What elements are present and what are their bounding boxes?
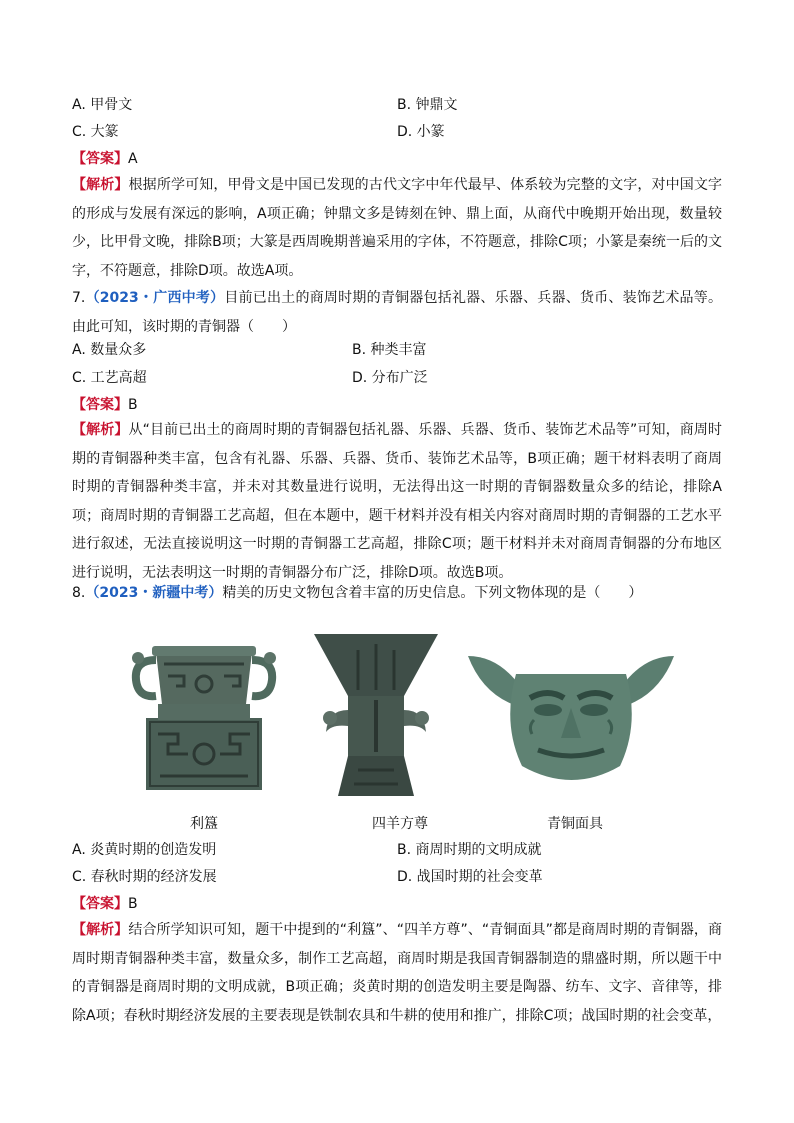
caption-mask: 青铜面具 (547, 816, 603, 832)
answer-value: B (128, 397, 138, 413)
answer-tag: 【答案】 (72, 896, 128, 912)
analysis-text: 结合所学知识可知，题干中提到的“利簋”、“四羊方尊”、“青铜面具”都是商周时期的青铜器，商周时期青铜器种类丰富，数量众多，制作工艺高超，商周时期是我国青铜器制造的鼎盛时期，所以题干中的青铜器是商周时期的文明成就，B项正确；炎黄时期的创造发明主要是陶器、纺车、文字、音律等，排除A项；春秋时期经济发展的主要表现是铁制农具和牛耕的使用和推广，排除C项；战国时期的社会变革， (72, 922, 723, 1024)
bronze-mask-image (464, 650, 678, 788)
caption-ligui: 利簋 (190, 816, 218, 832)
question-text: 目前已出土的商周时期的青铜器包括礼器、乐器、兵器、货币、装饰艺术品等。由此可知，该时期的青铜器（ ） (72, 290, 723, 335)
q6-option-a: A. 甲骨文 (72, 97, 133, 113)
q6-option-c: C. 大篆 (72, 124, 119, 140)
q6-analysis (72, 171, 722, 285)
q6-option-d: D. 小篆 (397, 124, 445, 140)
q8-analysis (72, 916, 722, 1030)
analysis-tag: 【解析】 (72, 922, 129, 938)
caption-fangzun: 四羊方尊 (372, 816, 428, 832)
answer-value: B (128, 896, 138, 912)
ligui-bronze-image (128, 630, 280, 792)
answer-tag: 【答案】 (72, 397, 128, 413)
question-source: （2023・新疆中考） (85, 585, 223, 601)
analysis-tag: 【解析】 (72, 422, 129, 438)
q7-option-b: B. 种类丰富 (352, 342, 427, 358)
question-number: 7. (72, 290, 86, 306)
analysis-text: 根据所学可知，甲骨文是中国已发现的古代文字中年代最早、体系较为完整的文字，对中国文字的形成与发展有深远的影响，A项正确；钟鼎文多是铸刻在钟、鼎上面，从商代中晚期开始出现，数量较少，比甲骨文晚，排除B项；大篆是西周晚期普遍采用的字体，不符题意，排除C项；小篆是秦统一后的文字，不符题意，排除D项。故选A项。 (72, 177, 723, 279)
q7-answer (72, 395, 138, 415)
q8-option-a: A. 炎黄时期的创造发明 (72, 842, 217, 858)
answer-value: A (128, 151, 138, 167)
q7-option-a: A. 数量众多 (72, 342, 147, 358)
q7-option-c: C. 工艺高超 (72, 370, 147, 386)
q8-option-c: C. 春秋时期的经济发展 (72, 869, 217, 885)
q6-option-b: B. 钟鼎文 (397, 97, 458, 113)
q8-option-b: B. 商周时期的文明成就 (397, 842, 542, 858)
q8-answer (72, 894, 138, 914)
analysis-tag: 【解析】 (72, 177, 129, 193)
q7-option-d: D. 分布广泛 (352, 370, 428, 386)
q8-option-d: D. 战国时期的社会变革 (397, 869, 543, 885)
analysis-text: 从“目前已出土的商周时期的青铜器包括礼器、乐器、兵器、货币、装饰艺术品等”可知，商周时期的青铜器种类丰富，包含有礼器、乐器、兵器、货币、装饰艺术品等，B项正确；题干材料表明了商周时期的青铜器种类丰富，并未对其数量进行说明，无法得出这一时期的青铜器数量众多的结论，排除A项；商周时期的青铜器工艺高超，但在本题中，题干材料并没有相关内容对商周时期的青铜器的工艺水平进行叙述，无法直接说明这一时期的青铜器工艺高超，排除C项；题干材料并未对商周青铜器的分布地区进行说明，无法表明这一时期的青铜器分布广泛，排除D项。故选B项。 (72, 422, 722, 581)
answer-tag: 【答案】 (72, 151, 128, 167)
q8-stem (72, 583, 642, 603)
question-source: （2023・广西中考） (85, 290, 225, 306)
question-text: 精美的历史文物包含着丰富的历史信息。下列文物体现的是（ ） (222, 585, 643, 601)
q7-analysis (72, 416, 722, 587)
q7-stem (72, 284, 722, 341)
question-number: 8. (72, 585, 86, 601)
fangzun-bronze-image (308, 630, 444, 802)
q6-answer (72, 149, 138, 169)
